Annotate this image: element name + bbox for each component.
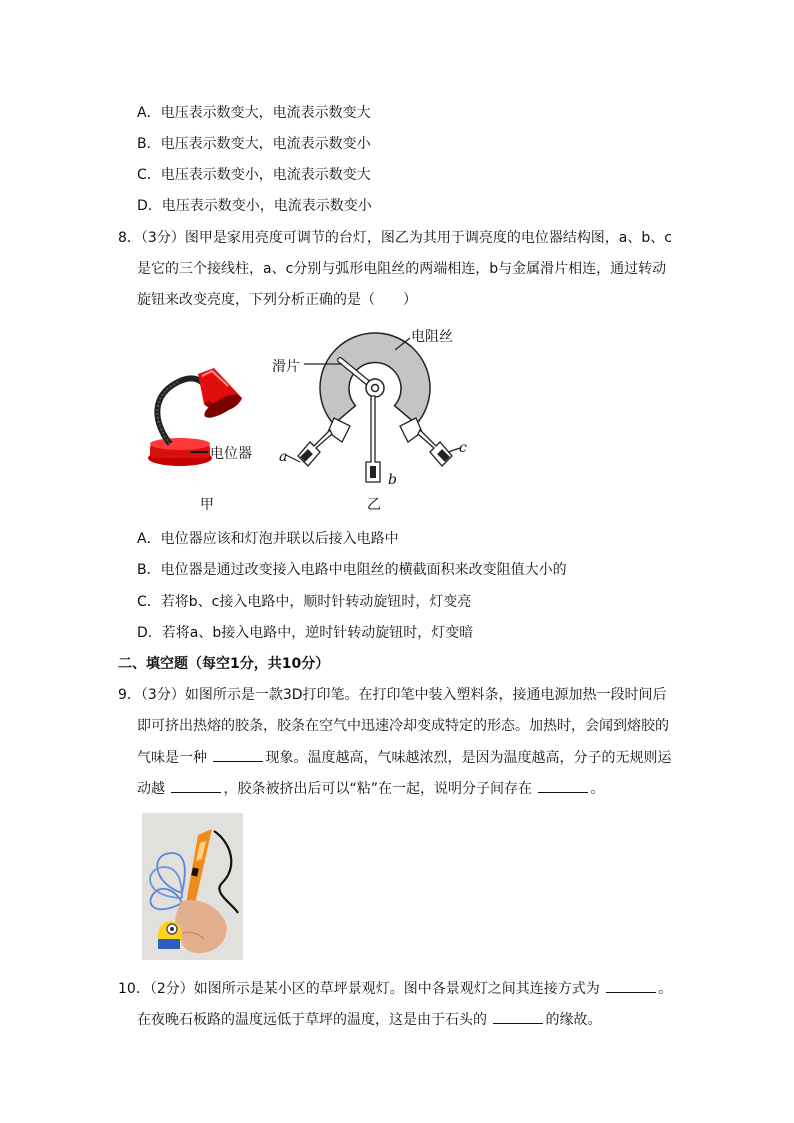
q8-option-d: D．若将a、b接入电路中，逆时针转动旋钮时，灯变暗 <box>137 625 474 641</box>
section2-title: 二、填空题（每空1分，共10分） <box>118 656 330 672</box>
q8-option-b: B．电位器是通过改变接入电路中电阻丝的横截面积来改变阻值大小的 <box>137 562 567 578</box>
q8-stem-line2: 是它的三个接线柱，a、c分别与弧形电阻丝的两端相连，b与金属滑片相连，通过转动 <box>137 261 667 277</box>
label-jia: 甲 <box>200 497 214 513</box>
q10-stem-line1 <box>118 978 672 999</box>
q9-stem-line4 <box>137 778 604 799</box>
label-yi: 乙 <box>367 497 381 513</box>
q9-blank-1[interactable] <box>213 747 263 762</box>
figure-3d-pen-photo <box>142 813 243 960</box>
figure-potentiometer <box>270 322 480 500</box>
q10-stem-line2 <box>137 1009 601 1030</box>
q9-line4-part1: 动越 <box>137 781 170 797</box>
q7-option-a: A．电压表示数变大，电流表示数变大 <box>137 105 371 121</box>
q10-line2-part2: 的缘故。 <box>545 1012 602 1028</box>
q9-line3-part1: 气味是一种 <box>137 750 212 766</box>
label-dianzusi: 电阻丝 <box>411 329 453 345</box>
q7-option-d: D．电压表示数变小，电流表示数变小 <box>137 198 372 214</box>
q8-option-a: A．电位器应该和灯泡并联以后接入电路中 <box>137 531 399 547</box>
q9-stem-line3 <box>137 747 671 768</box>
q9-line4-part2: ，胶条被挤出后可以“粘”在一起，说明分子间存在 <box>223 781 537 797</box>
q8-stem-line1: 8．（3分）图甲是家用亮度可调节的台灯，图乙为其用于调亮度的电位器结构图，a、b、c <box>118 230 672 246</box>
q10-line1-part1: 10．（2分）如图所示是某小区的草坪景观灯。图中各景观灯之间其连接方式为 <box>118 981 605 997</box>
label-terminal-c: c <box>459 440 467 456</box>
label-huapian: 滑片 <box>272 359 300 375</box>
q9-blank-3[interactable] <box>538 778 588 793</box>
q10-blank-1[interactable] <box>606 978 656 993</box>
q9-stem-line1: 9．（3分）如图所示是一款3D打印笔。在打印笔中装入塑料条，接通电源加热一段时间后 <box>118 687 667 703</box>
q10-blank-2[interactable] <box>493 1009 543 1024</box>
potentiometer-diagram <box>270 322 480 500</box>
q10-line2-part1: 在夜晚石板路的温度远低于草坪的温度，这是由于石头的 <box>137 1012 492 1028</box>
q9-line3-part2: 现象。温度越高，气味越浓烈，是因为温度越高，分子的无规则运 <box>265 750 672 766</box>
q9-blank-2[interactable] <box>171 778 221 793</box>
label-terminal-a: a <box>279 449 288 465</box>
label-terminal-b: b <box>388 472 397 488</box>
dianweiqi-pointer-line <box>190 451 208 453</box>
q7-option-b: B．电压表示数变大，电流表示数变小 <box>137 136 371 152</box>
q9-stem-line2: 即可挤出热熔的胶条，胶条在空气中迅速冷却变成特定的形态。加热时，会闻到熔胶的 <box>137 718 669 734</box>
q7-option-c: C．电压表示数变小，电流表示数变大 <box>137 167 371 183</box>
3d-pen-illustration <box>142 813 243 960</box>
q8-stem-line3: 旋钮来改变亮度，下列分析正确的是（ ） <box>137 292 417 308</box>
label-dianweiqi: 电位器 <box>210 446 252 462</box>
q9-line4-part3: 。 <box>590 781 605 797</box>
q10-line1-part2: 。 <box>658 981 673 997</box>
q8-option-c: C．若将b、c接入电路中，顺时针转动旋钮时，灯变亮 <box>137 594 472 610</box>
